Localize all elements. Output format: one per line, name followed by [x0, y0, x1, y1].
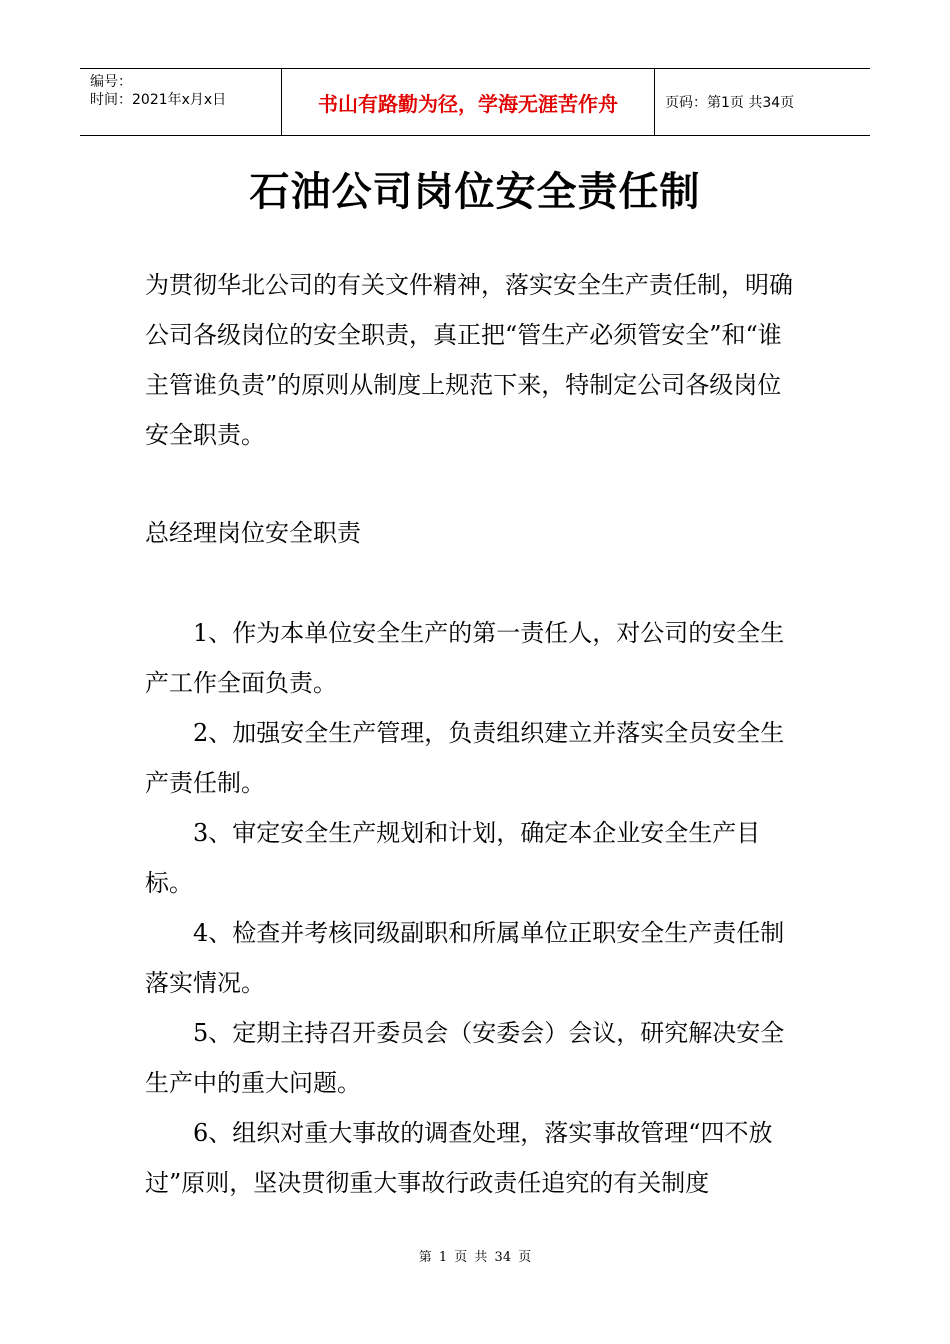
duty-item: 1、作为本单位安全生产的第一责任人，对公司的安全生产工作全面负责。: [145, 619, 785, 697]
duty-list: [145, 608, 805, 1208]
duty-item: 3、审定安全生产规划和计划，确定本企业安全生产目标。: [145, 819, 761, 897]
duty-item: 2、加强安全生产管理，负责组织建立并落实全员安全生产责任制。: [145, 719, 785, 797]
document-title: 石油公司岗位安全责任制: [249, 168, 701, 215]
duty-item: 6、组织对重大事故的调查处理，落实事故管理“四不放过”原则，坚决贯彻重大事故行政责任追究的有关制度: [145, 1119, 773, 1197]
intro-paragraph: 为贯彻华北公司的有关文件精神，落实安全生产责任制，明确公司各级岗位的安全职责，真正把“管生产必须管安全”和“谁主管谁负责”的原则从制度上规范下来，特制定公司各级岗位安全职责。: [145, 271, 793, 449]
duty-item: 4、检查并考核同级副职和所属单位正职安全生产责任制落实情况。: [145, 919, 785, 997]
page-header: [80, 68, 870, 136]
duty-item: 5、定期主持召开委员会（安委会）会议，研究解决安全生产中的重大问题。: [145, 1019, 785, 1097]
document-number-label: 编号：: [90, 74, 132, 90]
section-heading: 总经理岗位安全职责: [145, 519, 361, 547]
document-date-label: 时间：2021年x月x日: [90, 92, 227, 108]
header-motto: 书山有路勤为径，学海无涯苦作舟: [282, 69, 655, 135]
header-page-info: 页码：第1页 共34页: [665, 95, 795, 111]
header-meta: [80, 69, 282, 135]
page-footer: 第 1 页 共 34 页: [418, 1250, 532, 1265]
